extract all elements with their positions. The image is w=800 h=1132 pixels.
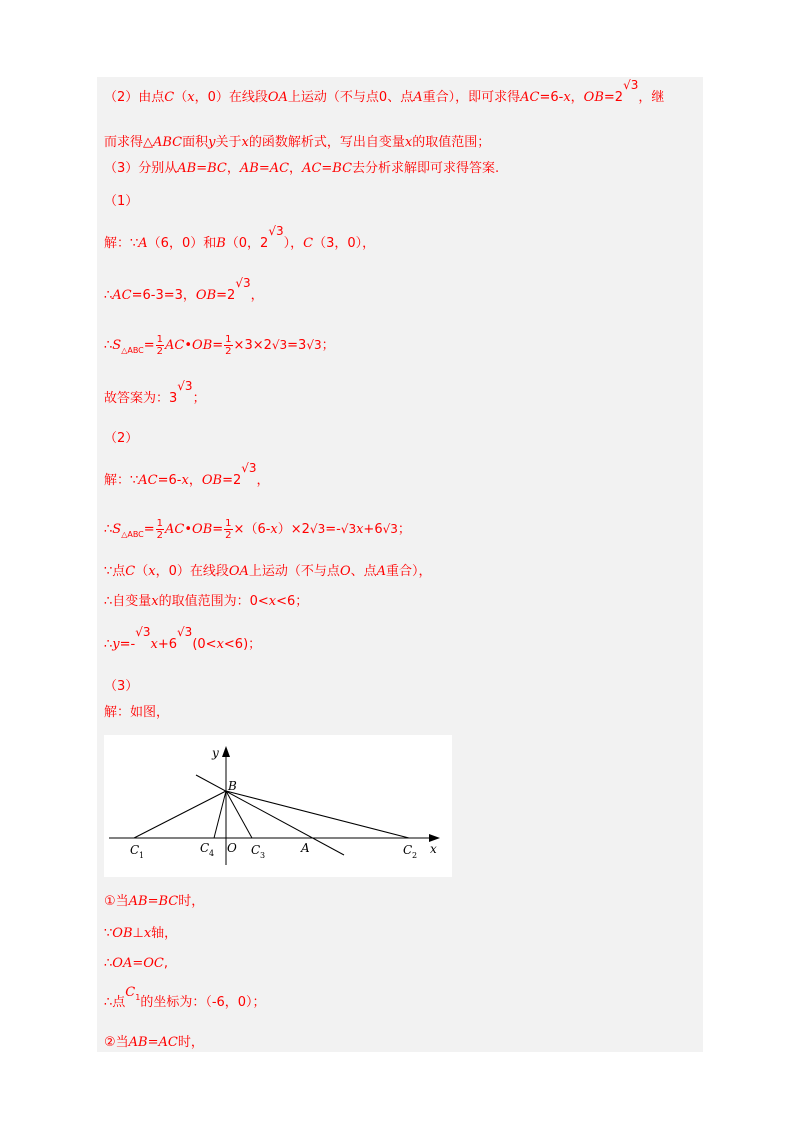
label-c1-subscript: 1 (139, 851, 145, 860)
text: =2 (603, 90, 624, 105)
solution-2-line-5 (104, 625, 262, 654)
fraction (156, 518, 164, 541)
text: ， (289, 161, 303, 176)
text: AB=AC (239, 161, 290, 176)
text: A (413, 90, 423, 105)
text: 解：∵ (104, 473, 139, 488)
text: ∴ (104, 522, 113, 537)
text: = (143, 522, 155, 537)
coordinate-diagram (104, 735, 452, 877)
sqrt-3: √3 (306, 338, 322, 352)
numerator: 1 (225, 518, 232, 529)
text: 时， (178, 894, 205, 909)
text: B (216, 236, 226, 251)
text: OB (195, 288, 217, 303)
text: OB (201, 473, 223, 488)
text: AC (520, 90, 540, 105)
text: 重合），即可求得 (422, 90, 521, 105)
text: x (150, 637, 158, 652)
text: x (563, 90, 571, 105)
text: OA (267, 90, 288, 105)
text: 上运动（不与点0、点 (287, 90, 414, 105)
sqrt-3: √3 (268, 224, 284, 238)
text: ， (570, 90, 584, 105)
text: ∵点 (104, 564, 126, 579)
text: ABC (153, 135, 183, 150)
text: C (303, 236, 314, 251)
text: +6 (157, 637, 178, 652)
text: x (241, 135, 249, 150)
text: ， (188, 473, 202, 488)
case-2-line-1 (104, 1034, 204, 1052)
y-axis-arrow-icon (222, 746, 230, 757)
text: +6 (363, 522, 383, 537)
solution-3-intro: 解：如图， (104, 705, 170, 720)
text: OB (112, 926, 133, 941)
text: ，0）在线段 (194, 90, 268, 105)
text: （ (135, 564, 149, 579)
text: ∴点 (104, 995, 126, 1010)
sqrt-3: √3 (235, 276, 251, 290)
segment-bc2 (226, 791, 409, 838)
text: （ (174, 90, 188, 105)
text: ； (321, 338, 335, 353)
subscript: △ABC (121, 530, 144, 539)
denominator: 2 (156, 530, 164, 541)
fraction (224, 518, 232, 541)
text: <6； (276, 594, 309, 609)
numerator: 1 (156, 334, 164, 345)
text: S (112, 522, 122, 537)
text: 关于 (215, 135, 242, 150)
text: 、点 (350, 564, 377, 579)
text: x (187, 90, 195, 105)
fraction (156, 334, 164, 357)
text: AC (112, 288, 132, 303)
text: ，继 (638, 90, 665, 105)
text: ； (192, 391, 206, 406)
case-1-line-3 (104, 955, 168, 973)
numerator: 1 (156, 518, 164, 529)
text: =6- (539, 90, 564, 105)
answer-1 (104, 379, 206, 408)
subscript: 1 (135, 993, 141, 1002)
text: ⊥ (132, 926, 144, 941)
text: ②当 (104, 1035, 129, 1050)
sqrt-3: √3 (309, 522, 326, 536)
text: =6- (157, 473, 182, 488)
denominator: 2 (156, 346, 164, 357)
text: x (151, 594, 159, 609)
text: • (184, 522, 193, 537)
part-1-heading: （1） (104, 194, 139, 209)
text: AB=AC (128, 1035, 178, 1050)
sqrt-3: √3 (177, 625, 193, 639)
text: 去分析求解即可求得答案. (352, 161, 500, 176)
text: OA (228, 564, 249, 579)
analysis-line-2b (104, 134, 490, 152)
numerator: 1 (225, 334, 232, 345)
label-a: A (301, 841, 310, 855)
label-b: B (228, 779, 237, 793)
text: x (143, 926, 152, 941)
solution-2-line-1 (104, 461, 270, 490)
text: , (163, 956, 168, 971)
sqrt-3: √3 (241, 461, 257, 475)
text: x (181, 473, 189, 488)
text: ∵ (104, 926, 113, 941)
analysis-line-3 (104, 160, 499, 178)
label-c1: C (130, 843, 140, 857)
text: 的函数解析式，写出自变量 (248, 135, 405, 150)
solution-2-line-3 (104, 563, 432, 581)
text: AB=BC (128, 894, 179, 909)
segment-bc4 (214, 791, 226, 838)
label-c3-subscript: 3 (260, 851, 266, 860)
text: =- (325, 522, 341, 537)
text: 故答案为：3 (104, 391, 178, 406)
text: A (138, 236, 148, 251)
label-y: y (212, 746, 219, 760)
sqrt-3: √3 (271, 338, 288, 352)
case-1-line-2 (104, 925, 177, 943)
text: ， (250, 288, 264, 303)
text: O (339, 564, 351, 579)
sqrt-3: √3 (177, 379, 193, 393)
case-1-line-4 (104, 985, 266, 1013)
text: （0，2 (225, 236, 269, 251)
text: （6，0）和 (147, 236, 217, 251)
text: 的坐标为：（-6，0）； (140, 995, 266, 1010)
text: =6-3=3， (131, 288, 196, 303)
text: ×（6- (233, 522, 271, 537)
text: ∴ (104, 637, 113, 652)
text: ， (226, 161, 240, 176)
text: y (208, 135, 216, 150)
text: ∴ (104, 288, 113, 303)
text: ∴ (104, 956, 113, 971)
text: 面积 (182, 135, 209, 150)
text: ∴ (104, 338, 113, 353)
denominator: 2 (225, 530, 232, 541)
label-c4: C (200, 841, 210, 855)
text: AC=BC (302, 161, 353, 176)
perpendicular-bisector-line (196, 775, 344, 855)
case-1-line-1 (104, 893, 204, 911)
sqrt-3: √3 (135, 625, 151, 639)
solution-2-line-2 (104, 518, 411, 541)
part-2-heading: （2） (104, 431, 139, 446)
text: OB (192, 522, 213, 537)
text: • (184, 338, 193, 353)
text: ∴自变量 (104, 594, 152, 609)
text: y (112, 637, 120, 652)
text: = (212, 522, 224, 537)
text: OB (192, 338, 213, 353)
text: 而求得△ (104, 135, 153, 150)
text: C (125, 564, 136, 579)
text: x (404, 135, 413, 150)
text: =2 (216, 288, 236, 303)
text: AC (165, 522, 185, 537)
text: x (216, 637, 224, 652)
text: x (356, 522, 364, 537)
fraction (224, 334, 232, 357)
text: 轴， (151, 926, 178, 941)
text: AB=BC (177, 161, 227, 176)
text: ①当 (104, 894, 129, 909)
text: (0< (192, 637, 217, 652)
text: （3）分别从 (104, 161, 178, 176)
text: AC (138, 473, 158, 488)
text: x (268, 594, 277, 609)
text: =- (119, 637, 136, 652)
text: 时， (177, 1035, 204, 1050)
text: 的取值范围为：0< (158, 594, 269, 609)
text: 重合）， (386, 564, 432, 579)
segment-bc1 (134, 791, 226, 838)
text: A (376, 564, 387, 579)
sqrt-3: √3 (340, 522, 357, 536)
text: C (164, 90, 175, 105)
label-c3: C (251, 843, 261, 857)
solution-1-line-1 (104, 224, 376, 253)
sqrt-3: √3 (382, 522, 398, 536)
text: ×3×2 (233, 338, 272, 353)
text: ）， (283, 236, 304, 251)
text: ， (256, 473, 270, 488)
solution-2-line-4 (104, 593, 308, 611)
text: （3，0）， (313, 236, 376, 251)
text: =2 (222, 473, 242, 488)
text: = (143, 338, 155, 353)
label-c2: C (403, 843, 413, 857)
text: x (148, 564, 156, 579)
text: C (125, 985, 136, 1000)
text: x (270, 522, 278, 537)
label-o: O (227, 841, 237, 855)
analysis-line-2 (104, 78, 665, 107)
solution-1-line-3 (104, 334, 335, 357)
solution-1-line-2 (104, 276, 264, 305)
text: 上运动（不与点 (248, 564, 340, 579)
text: AC (165, 338, 185, 353)
label-c4-subscript: 4 (209, 849, 215, 858)
part-3-heading: （3） (104, 679, 139, 694)
text: ，0）在线段 (155, 564, 229, 579)
text: （2）由点 (104, 90, 165, 105)
x-axis-arrow-icon (429, 834, 440, 842)
text: ）×2 (277, 522, 310, 537)
text: S (112, 338, 122, 353)
subscript: △ABC (121, 346, 144, 355)
text: OA=OC (112, 956, 164, 971)
label-x: x (430, 842, 437, 856)
label-c2-subscript: 2 (412, 851, 418, 860)
text: = (212, 338, 224, 353)
text: =3 (287, 338, 307, 353)
text: 解：∵ (104, 236, 139, 251)
text: ； (397, 522, 411, 537)
geometry-figure (104, 735, 452, 877)
text: OB (583, 90, 604, 105)
denominator: 2 (225, 346, 232, 357)
text: <6)； (223, 637, 262, 652)
sqrt-3: √3 (623, 78, 639, 92)
text: 的取值范围； (412, 135, 491, 150)
